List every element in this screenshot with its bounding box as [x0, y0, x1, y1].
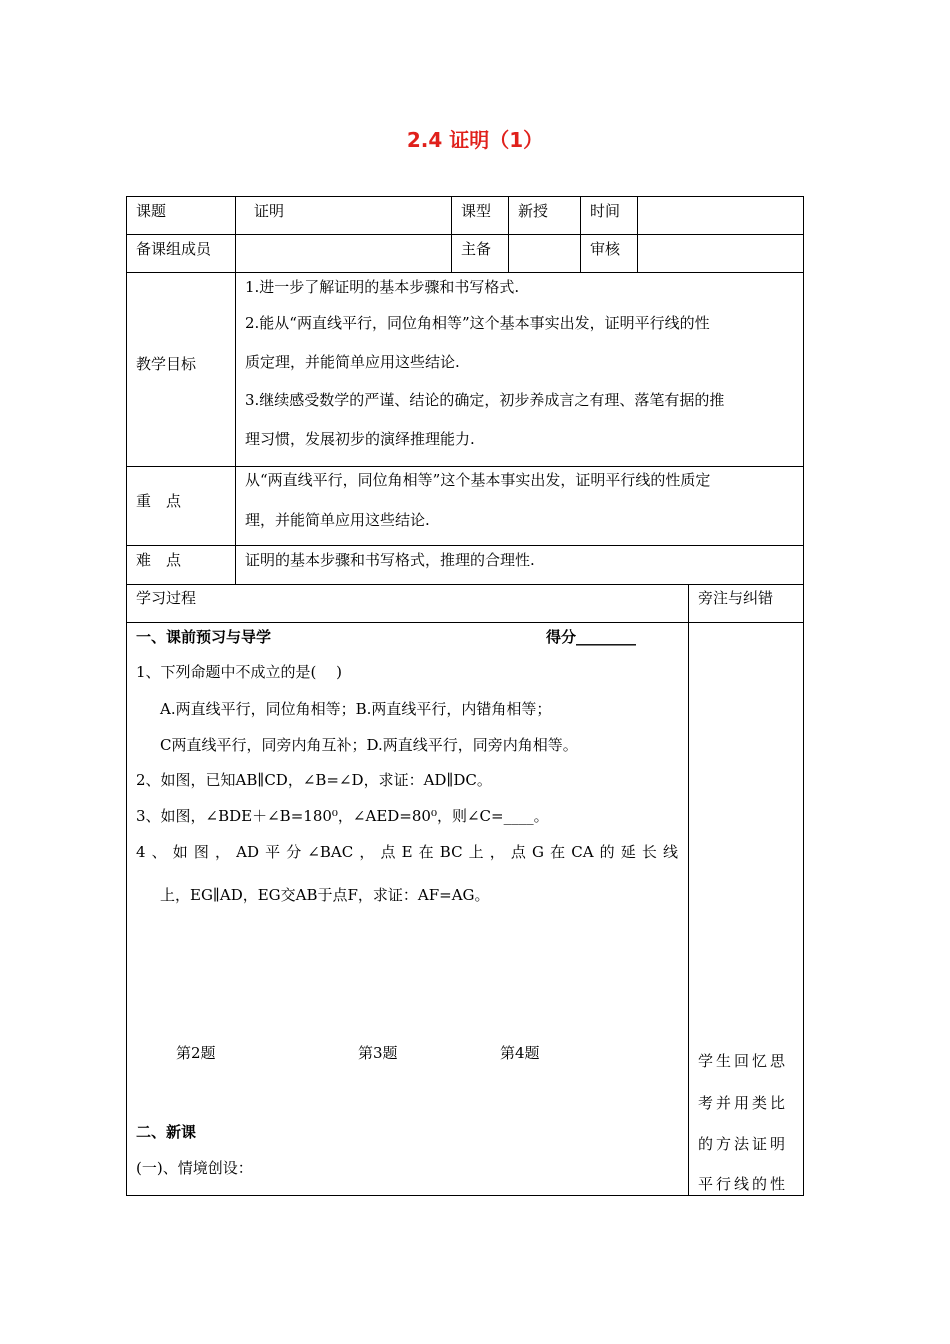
goal-line: 1.进一步了解证明的基本步骤和书写格式.: [245, 278, 520, 296]
score-field: 得分________: [546, 628, 637, 646]
goals-label: 教学目标: [136, 355, 197, 373]
question-1-options: A.两直线平行，同位角相等；B.两直线平行，内错角相等；: [160, 700, 552, 718]
question-3: 3、如图，∠BDE＋∠B=180⁰，∠AED=80⁰，则∠C=____。: [136, 807, 549, 825]
question-2: 2、如图，已知AB∥CD，∠B=∠D，求证：AD∥DC。: [136, 771, 492, 789]
section1-title: 一、课前预习与导学: [136, 628, 272, 646]
subsection-1: (一)、情境创设：: [136, 1159, 253, 1177]
side-note-line: 的方法证明: [698, 1135, 789, 1153]
type-value: 新授: [518, 202, 549, 220]
figure-3-caption: 第3题: [358, 1044, 398, 1062]
review-label: 审核: [590, 240, 621, 258]
difficulties-text: 证明的基本步骤和书写格式，推理的合理性.: [245, 551, 535, 569]
figure-2-caption: 第2题: [176, 1044, 216, 1062]
process-label: 学习过程: [136, 589, 197, 607]
key-point-line: 理，并能简单应用这些结论.: [245, 511, 430, 529]
topic-value: 证明: [254, 202, 285, 220]
side-note-line: 学生回忆思: [698, 1052, 789, 1070]
difficulties-label: 难 点: [136, 551, 182, 569]
question-1: 1、下列命题中不成立的是( ): [136, 663, 343, 681]
question-4: 4、如图，AD平分∠BAC，点E在BC上，点G在CA的延长线: [136, 843, 678, 861]
time-label: 时间: [590, 202, 621, 220]
side-note-line: 平行线的性: [698, 1175, 789, 1193]
lead-label: 主备: [461, 240, 492, 258]
question-4-cont: 上，EG∥AD，EG交AB于点F，求证：AF=AG。: [160, 886, 490, 904]
goal-line: 2.能从“两直线平行，同位角相等”这个基本事实出发，证明平行线的性: [245, 314, 710, 332]
figure-4-caption: 第4题: [500, 1044, 540, 1062]
section2-title: 二、新课: [136, 1123, 197, 1141]
side-note-header: 旁注与纠错: [698, 589, 774, 607]
side-note-line: 考并用类比: [698, 1094, 789, 1112]
question-1-options: C两直线平行，同旁内角互补；D.两直线平行，同旁内角相等。: [160, 736, 578, 754]
type-label: 课型: [461, 202, 492, 220]
page-title: 2.4 证明（1）: [406, 128, 544, 152]
topic-label: 课题: [136, 202, 167, 220]
goal-line: 理习惯，发展初步的演绎推理能力.: [245, 430, 475, 448]
key-point-line: 从“两直线平行，同位角相等”这个基本事实出发，证明平行线的性质定: [245, 471, 711, 489]
goal-line: 3.继续感受数学的严谨、结论的确定，初步养成言之有理、落笔有据的推: [245, 391, 725, 409]
key-points-label: 重 点: [136, 492, 182, 510]
members-label: 备课组成员: [136, 240, 212, 258]
goal-line: 质定理，并能简单应用这些结论.: [245, 353, 460, 371]
